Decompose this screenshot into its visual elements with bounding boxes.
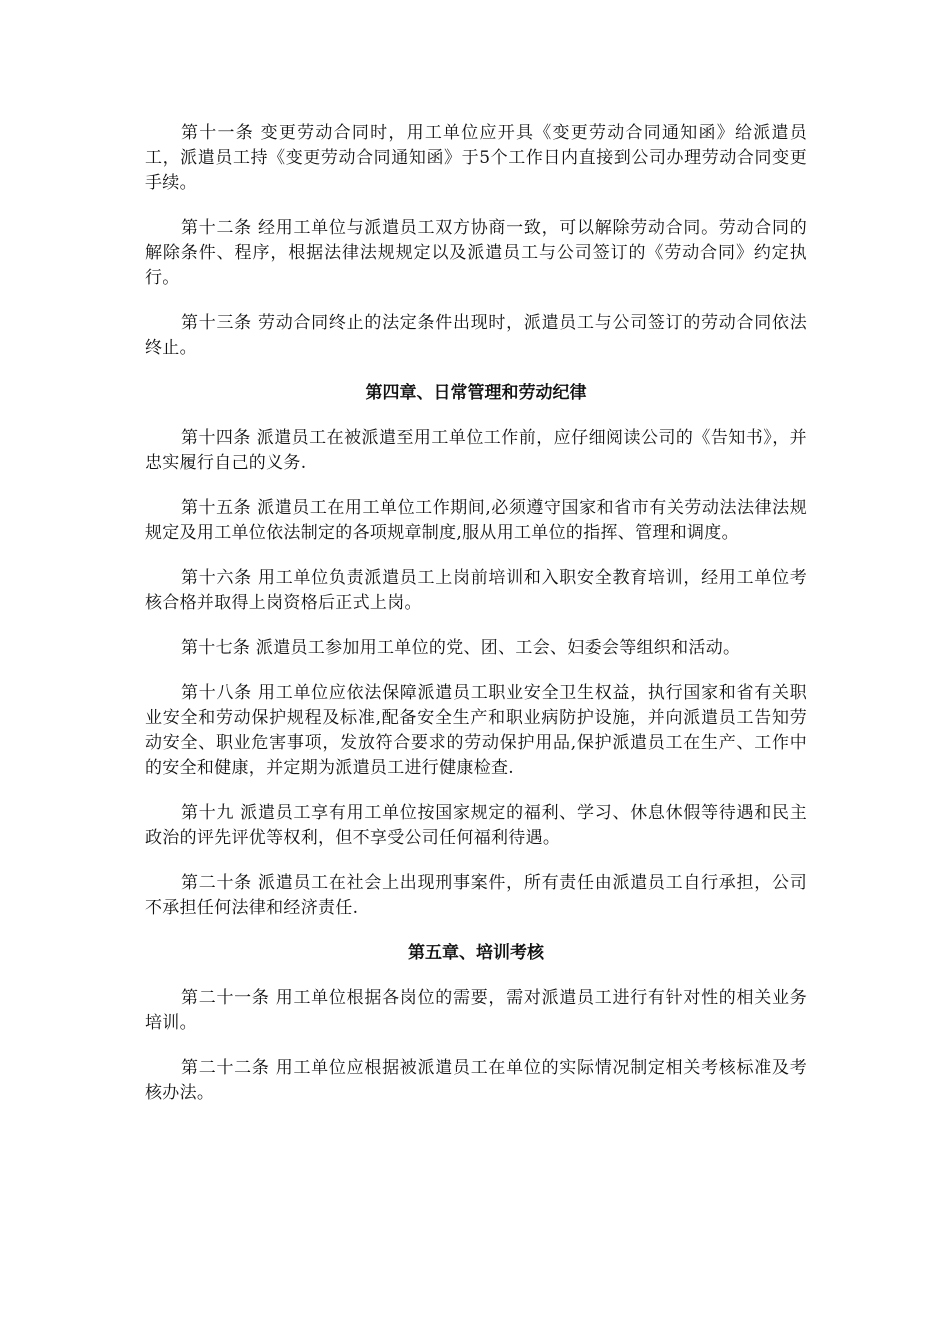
article-19: 第十九 派遣员工享有用工单位按国家规定的福利、学习、休息休假等待遇和民主政治的评先评优等权利，但不享受公司任何福利待遇。 <box>145 803 807 848</box>
article-11: 第十一条 变更劳动合同时，用工单位应开具《变更劳动合同通知函》给派遣员工，派遣员工持《变更劳动合同通知函》于5个工作日内直接到公司办理劳动合同变更手续。 <box>145 123 807 193</box>
article-21: 第二十一条 用工单位根据各岗位的需要，需对派遣员工进行有针对性的相关业务培训。 <box>145 988 807 1033</box>
article-18: 第十八条 用工单位应依法保障派遣员工职业安全卫生权益，执行国家和省有关职业安全和劳动保护规程及标准,配备安全生产和职业病防护设施，并向派遣员工告知劳动安全、职业危害事项，发放符合要求的劳动保护用品,保护派遣员工在生产、工作中的安全和健康，并定期为派遣员工进行健康检查. <box>145 683 807 778</box>
article-13: 第十三条 劳动合同终止的法定条件出现时，派遣员工与公司签订的劳动合同依法终止。 <box>145 313 807 358</box>
article-12: 第十二条 经用工单位与派遣员工双方协商一致，可以解除劳动合同。劳动合同的解除条件、程序，根据法律法规规定以及派遣员工与公司签订的《劳动合同》约定执行。 <box>145 218 807 288</box>
article-22: 第二十二条 用工单位应根据被派遣员工在单位的实际情况制定相关考核标准及考核办法。 <box>145 1058 807 1103</box>
article-20: 第二十条 派遣员工在社会上出现刑事案件，所有责任由派遣员工自行承担，公司不承担任何法律和经济责任. <box>145 873 807 918</box>
chapter-5-heading: 第五章、培训考核 <box>408 943 544 963</box>
article-16: 第十六条 用工单位负责派遣员工上岗前培训和入职安全教育培训，经用工单位考核合格并取得上岗资格后正式上岗。 <box>145 568 807 613</box>
article-15: 第十五条 派遣员工在用工单位工作期间,必须遵守国家和省市有关劳动法法律法规规定及用工单位依法制定的各项规章制度,服从用工单位的指挥、管理和调度。 <box>145 498 807 543</box>
document-body <box>145 121 807 1126</box>
article-14: 第十四条 派遣员工在被派遣至用工单位工作前，应仔细阅读公司的《告知书》，并忠实履行自己的义务. <box>145 428 807 473</box>
chapter-4-heading: 第四章、日常管理和劳动纪律 <box>365 383 587 403</box>
article-17: 第十七条 派遣员工参加用工单位的党、团、工会、妇委会等组织和活动。 <box>181 638 741 658</box>
